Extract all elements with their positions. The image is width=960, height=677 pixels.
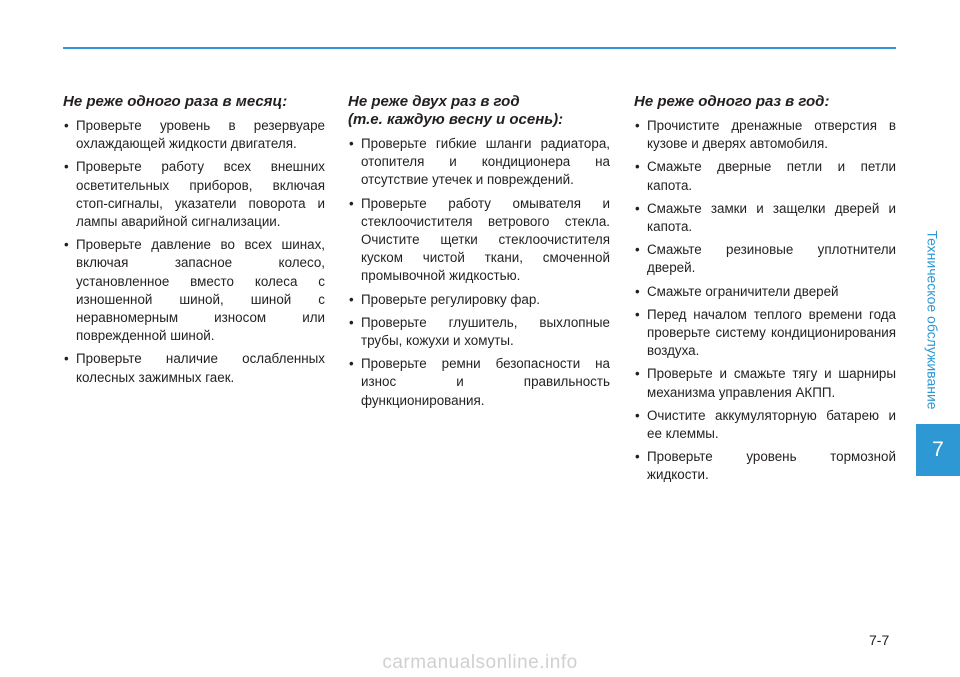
list-item: • Проверьте работу омывателя и стеклоочистителя ветрового стекла. Очистите щетки стеклоочистителя куском чистой ткани, смоченной промывочной жидкостью. <box>348 195 610 286</box>
chapter-side-label <box>920 225 945 415</box>
list-item: • Смажьте замки и защелки дверей и капота. <box>634 200 896 236</box>
list-item: • Проверьте наличие ослабленных колесных зажимных гаек. <box>63 350 325 386</box>
list-item: • Смажьте резиновые уплотнители дверей. <box>634 241 896 277</box>
list-item: • Проверьте уровень тормозной жидкости. <box>634 448 896 484</box>
list-item: • Прочистите дренажные отверстия в кузове и дверях автомобиля. <box>634 117 896 153</box>
list-item: • Проверьте уровень в резервуаре охлаждающей жидкости двигателя. <box>63 117 325 153</box>
page-number: 7-7 <box>869 632 890 648</box>
column-yearly <box>634 93 896 490</box>
checklist-twice-yearly <box>348 135 610 410</box>
list-item: • Проверьте регулировку фар. <box>348 291 610 309</box>
checklist-yearly <box>634 117 896 485</box>
list-item: • Проверьте давление во всех шинах, включая запасное колесо, установленное вместо колеса с изношенной шиной, шиной с неравномерным износом или поврежденной шиной. <box>63 236 325 345</box>
list-item: • Проверьте работу всех внешних осветительных приборов, включая стоп-сигналы, указатели поворота и лампы аварийной сигнализации. <box>63 158 325 231</box>
column-monthly <box>63 93 325 392</box>
chapter-tab[interactable]: 7 <box>916 424 960 476</box>
column-twice-yearly <box>348 93 610 415</box>
list-item: • Проверьте и смажьте тягу и шарниры механизма управления АКПП. <box>634 365 896 401</box>
section-heading-monthly: Не реже одного раза в месяц: <box>63 93 288 110</box>
section-heading-twice-yearly: Не реже двух раз в год (т.е. каждую весну и осень): <box>348 93 564 128</box>
watermark: carmanualsonline.info <box>382 652 578 673</box>
list-item: • Проверьте гибкие шланги радиатора, отопителя и кондиционера на отсутствие утечек и повреждений. <box>348 135 610 190</box>
list-item: • Смажьте дверные петли и петли капота. <box>634 158 896 194</box>
list-item: • Проверьте глушитель, выхлопные трубы, кожухи и хомуты. <box>348 314 610 350</box>
section-heading-yearly: Не реже одного раз в год: <box>634 93 830 110</box>
list-item: • Очистите аккумуляторную батарею и ее клеммы. <box>634 407 896 443</box>
list-item: • Перед началом теплого времени года проверьте систему кондиционирования воздуха. <box>634 306 896 361</box>
chapter-title: Техническое обслуживание <box>924 230 941 410</box>
list-item: • Проверьте ремни безопасности на износ и правильность функционирования. <box>348 355 610 410</box>
checklist-monthly <box>63 117 325 387</box>
top-rule <box>63 47 896 49</box>
list-item: • Смажьте ограничители дверей <box>634 283 896 301</box>
